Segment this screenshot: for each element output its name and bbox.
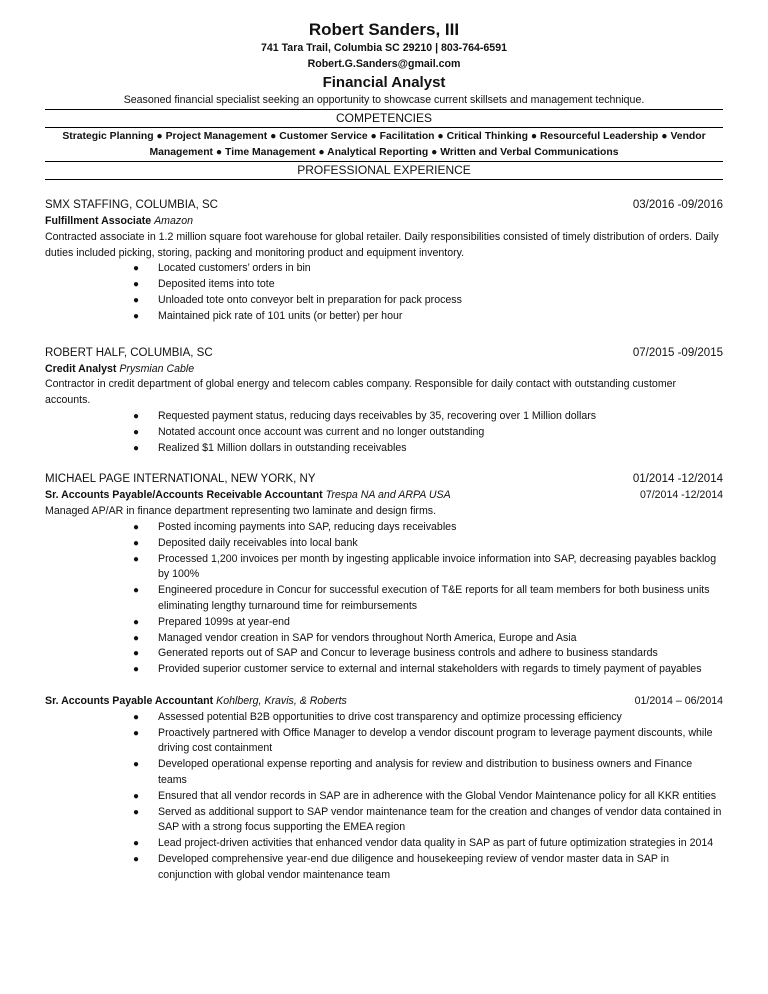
bullet-icon: ● <box>133 426 140 438</box>
bullet-icon: ● <box>133 294 140 306</box>
job-title <box>45 488 451 504</box>
target-role: Financial Analyst <box>322 74 446 91</box>
list-item: ● Realized $1 Million dollars in outstanding receivables <box>45 441 723 457</box>
bullet-icon: ● <box>133 553 140 565</box>
list-item: ● Engineered procedure in Concur for successful execution of T&E reports for all team members for both business units eliminating lengthy turnaround time for reimbursements <box>133 584 710 612</box>
list-item: ● Notated account once account was current and no longer outstanding <box>45 425 723 441</box>
job-description: Contracted associate in 1.2 million square foot warehouse for global retailer. Daily responsibilities consisted of timely distribution of orders. Daily duties included picking, storing, packing and monitoring product and equipment inventory. <box>45 230 719 259</box>
bullet-icon: ● <box>133 632 140 644</box>
bullet-icon: ● <box>133 664 140 676</box>
list-item: ● Proactively partnered with Office Manager to develop a vendor discount program to leverage payment discounts, while driving cost containment <box>133 726 713 755</box>
bullet-icon: ● <box>133 648 140 660</box>
list-item: ● Maintained pick rate of 101 units (or better) per hour <box>45 309 723 325</box>
job-title <box>45 694 347 710</box>
bullet-icon: ● <box>133 790 140 802</box>
job-title <box>45 362 194 378</box>
job-title-text: Credit Analyst <box>45 362 117 375</box>
bullet-icon: ● <box>133 759 140 771</box>
bullet-icon: ● <box>133 727 140 739</box>
list-item: ● Developed operational expense reporting and analysis for review and distribution to business owners and Finance teams <box>133 758 693 786</box>
role-dates: 07/2014 -12/2014 <box>639 489 723 502</box>
job-employer: Kohlberg, Kravis, & Roberts <box>216 694 347 707</box>
bullet-icon: ● <box>133 410 140 422</box>
candidate-name: Robert Sanders, III <box>308 20 460 39</box>
bullet-icon: ● <box>133 263 140 275</box>
competencies-line-1: Strategic Planning ● Project Management ● Customer Service ● Facilitation ● Critical Thinking ● Resourceful Leadership ● Vendor <box>62 131 706 142</box>
job-company: MICHAEL PAGE INTERNATIONAL, NEW YORK, NY <box>45 473 316 486</box>
job-description: Managed AP/AR in finance department representing two laminate and design firms. <box>45 505 437 518</box>
job-dates: 01/2014 -12/2014 <box>632 473 723 486</box>
job-bullets <box>45 409 723 456</box>
list-item: ● Ensured that all vendor records in SAP are in adherence with the Global Vendor Maintenance policy for all KKR entities <box>45 789 723 805</box>
summary: Seasoned financial specialist seeking an opportunity to showcase current skillsets and management technique. <box>123 94 645 106</box>
job-bullets <box>45 710 723 884</box>
competencies-line-2: Management ● Time Management ● Analytical Reporting ● Written and Verbal Communications <box>149 146 619 158</box>
job-entry <box>45 471 723 678</box>
job-description: Contractor in credit department of global energy and telecom cables company. Responsible for daily contact with outstanding customer accounts. <box>45 378 677 407</box>
bullet-icon: ● <box>133 838 140 850</box>
list-item: ● Located customers’ orders in bin <box>45 261 723 277</box>
job-entry <box>45 694 723 884</box>
bullet-icon: ● <box>133 711 140 723</box>
list-item: ● Managed vendor creation in SAP for vendors throughout North America, Europe and Asia <box>45 631 723 647</box>
job-bullets <box>45 261 723 324</box>
job-dates: 07/2015 -09/2015 <box>632 346 723 359</box>
list-item: ● Unloaded tote onto conveyor belt in preparation for pack process <box>45 293 723 309</box>
experience-heading: PROFESSIONAL EXPERIENCE <box>45 162 723 180</box>
job-dates: 03/2016 -09/2016 <box>632 199 723 211</box>
job-title-text: Sr. Accounts Payable Accountant <box>45 694 214 707</box>
job-employer: Prysmian Cable <box>119 362 195 375</box>
list-item: ● Deposited daily receivables into local bank <box>45 536 723 552</box>
job-entry <box>45 197 723 325</box>
bullet-icon: ● <box>133 585 140 597</box>
bullet-icon: ● <box>133 806 140 818</box>
list-item: ● Generated reports out of SAP and Concur to leverage business controls and adhere to business standards <box>45 646 723 662</box>
list-item: ● Served as additional support to SAP vendor maintenance team for the creation and changes of vendor data contained in SAP with a strong focus supporting the EMEA region <box>133 805 722 834</box>
job-title-text: Fulfillment Associate <box>45 215 152 227</box>
list-item: ● Deposited items into tote <box>45 277 723 293</box>
bullet-icon: ● <box>133 279 140 291</box>
role-dates: 01/2014 – 06/2014 <box>634 694 723 707</box>
job-bullets <box>45 520 723 678</box>
list-item: ● Developed comprehensive year-end due diligence and housekeeping review of vendor master data in SAP in conjunction with global vendor maintenance team <box>133 852 669 881</box>
bullet-icon: ● <box>133 616 140 628</box>
email: Robert.G.Sanders@gmail.com <box>307 58 461 70</box>
resume-page <box>45 22 723 883</box>
list-item: ● Provided superior customer service to external and internal stakeholders with regards to timely payment of payables <box>45 662 723 678</box>
bullet-icon: ● <box>133 521 140 533</box>
bullet-icon: ● <box>133 442 140 454</box>
bullet-icon: ● <box>133 537 140 549</box>
competencies-heading: COMPETENCIES <box>45 109 723 128</box>
list-item: ● Lead project-driven activities that enhanced vendor data quality in SAP as part of future optimization strategies in 2014 <box>45 836 723 852</box>
job-title-text: Sr. Accounts Payable/Accounts Receivable Accountant <box>45 489 323 502</box>
job-employer: Trespa NA and ARPA USA <box>325 489 451 502</box>
job-company: ROBERT HALF, COLUMBIA, SC <box>45 346 213 359</box>
address-phone: 741 Tara Trail, Columbia SC 29210 | 803-764-6591 <box>261 42 507 54</box>
list-item: ● Assessed potential B2B opportunities to drive cost transparency and optimize processing efficiency <box>45 710 723 726</box>
job-employer: Amazon <box>154 215 193 227</box>
list-item: ● Posted incoming payments into SAP, reducing days receivables <box>45 520 723 536</box>
job-title <box>45 214 193 230</box>
bullet-icon: ● <box>133 310 140 322</box>
competencies-list <box>45 128 723 162</box>
list-item: ● Prepared 1099s at year-end <box>45 615 723 631</box>
bullet-icon: ● <box>133 853 140 865</box>
list-item: ● Requested payment status, reducing days receivables by 35, recovering over 1 Million dollars <box>45 409 723 425</box>
list-item: ● Processed 1,200 invoices per month by ingesting applicable invoice information into SAP, decreasing payables backlog by 100% <box>133 552 717 581</box>
job-company: SMX STAFFING, COLUMBIA, SC <box>45 199 218 211</box>
job-entry <box>45 345 723 457</box>
